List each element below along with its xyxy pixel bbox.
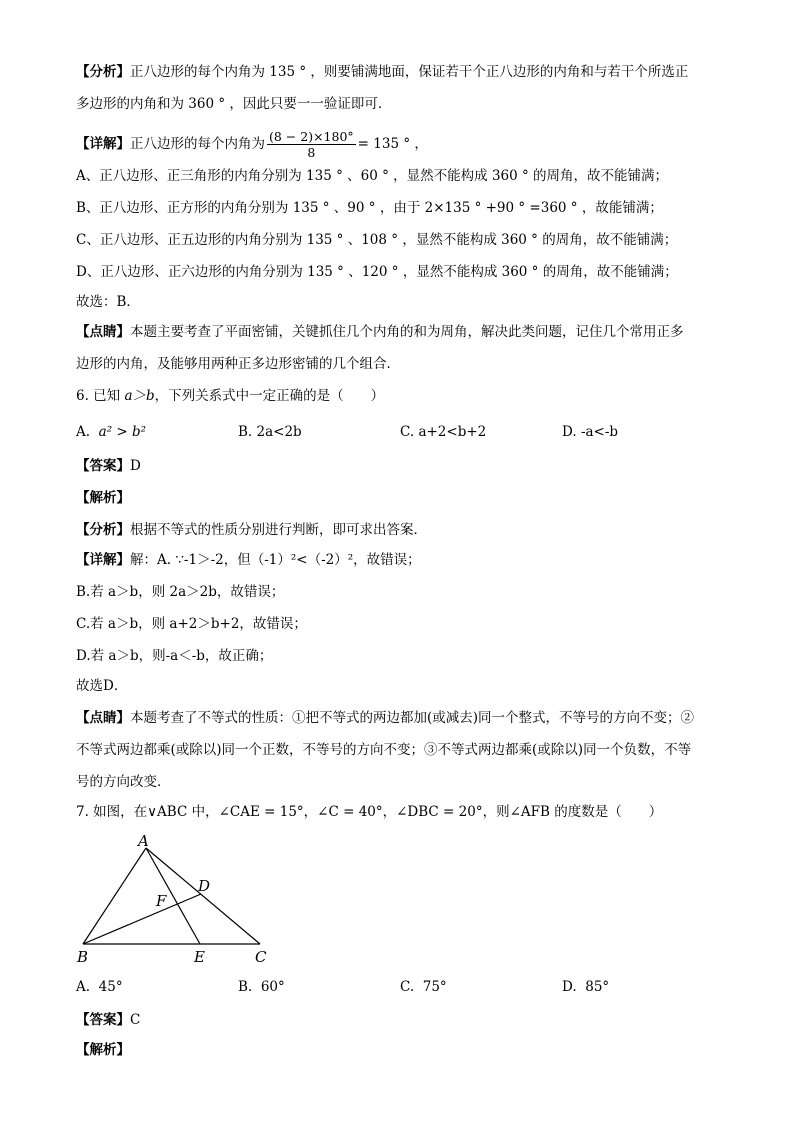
q6-line-c: C.若 a＞b，则 a+2＞b+2，故错误；: [76, 616, 307, 632]
q7-answer-value: C: [130, 1012, 141, 1028]
q6-option-b-text: 2a<2b: [256, 424, 302, 440]
q6-stem-part-2: ，下列关系式中一定正确的是（ ）: [154, 388, 385, 404]
q5-frac-den: 8: [307, 145, 316, 160]
q7-option-b-label: B.: [238, 979, 253, 995]
q6-answer-value: D: [130, 458, 141, 474]
q7-stem: 7. 如图，在∨ABC 中，∠CAE = 15°，∠C = 40°，∠DBC = 20°，则∠AFB 的度数是（ ）: [76, 804, 663, 820]
q5-frac-num: (8 − 2)×180°: [269, 129, 354, 144]
q6-detail-label: 【详解】: [76, 552, 130, 568]
q7-answer: [76, 1010, 140, 1030]
q6-stem-condition: a＞b: [124, 388, 155, 404]
q7-option-a: [76, 977, 123, 997]
q5-point-label: 【点睛】: [76, 324, 130, 340]
q6-point-line-2: 不等式两边都乘(或除以)同一个正数，不等号的方向不变；③不等式两边都乘(或除以)同一个负数，不等: [76, 742, 692, 758]
label-e: E: [194, 948, 205, 966]
q5-analysis-line-1: [76, 62, 688, 82]
q6-option-c: [400, 422, 486, 442]
q6-point-text: 本题考查了不等式的性质：①把不等式的两边都加(或减去)同一个整式，不等号的方向不变；②: [130, 710, 695, 726]
segment-bd: [83, 894, 201, 944]
q6-answer-label: 【答案】: [76, 458, 130, 474]
q5-line-c: C、正八边形、正五边形的内角分别为 135 ° 、108 ° ，显然不能构成 360 ° 的周角，故不能铺满；: [76, 232, 678, 248]
q7-option-b-text: 60°: [260, 979, 285, 995]
q6-line-d: D.若 a＞b，则-a＜-b，故正确；: [76, 648, 273, 664]
q5-fraction: [267, 129, 356, 160]
q6-stem-part-1: 6. 已知: [76, 388, 125, 404]
q6-analysis-line: [76, 520, 427, 540]
q6-option-c-text: a+2<b+2: [418, 424, 487, 440]
segment-ab: [83, 848, 146, 944]
q6-line-b: B.若 a＞b，则 2a＞2b，故错误；: [76, 584, 285, 600]
q5-point-text: 本题主要考查了平面密铺，关键抓住几个内角的和为周角，解决此类问题，记住几个常用正多: [130, 324, 684, 340]
q7-jiexi-label: 【解析】: [76, 1042, 130, 1058]
q7-option-d-label: D.: [562, 979, 577, 995]
q5-detail-line: [76, 128, 428, 160]
q5-line-d: D、正八边形、正六边形的内角分别为 135 ° 、120 ° ，显然不能构成 360 ° 的周角，故不能铺满；: [76, 264, 678, 280]
q6-point-line-3: 号的方向改变．: [76, 774, 171, 790]
q6-option-a: [76, 422, 146, 442]
q6-option-c-label: C.: [400, 424, 415, 440]
q5-analysis-label: 【分析】: [76, 64, 130, 80]
q5-detail-post: = 135 ° ，: [357, 136, 428, 152]
q7-triangle-figure: [74, 828, 284, 968]
q6-jiexi-label: 【解析】: [76, 490, 130, 506]
q6-choice: 故选D．: [76, 678, 128, 694]
label-c: C: [255, 948, 267, 966]
q6-answer: [76, 456, 141, 476]
q5-choice: 故选：B．: [76, 294, 140, 310]
label-a: A: [138, 832, 149, 850]
q5-detail-label: 【详解】: [76, 136, 130, 152]
q6-analysis-text: 根据不等式的性质分别进行判断，即可求出答案．: [130, 522, 427, 538]
q5-line-a: A、正八边形、正三角形的内角分别为 135 ° 、60 ° ，显然不能构成 360 ° 的周角，故不能铺满；: [76, 168, 669, 184]
q6-stem: [76, 386, 384, 406]
q7-option-a-text: 45°: [98, 979, 123, 995]
q7-option-c: [400, 977, 447, 997]
q6-option-d-label: D.: [562, 424, 577, 440]
label-d: D: [198, 877, 211, 895]
label-f: F: [156, 892, 167, 910]
q6-option-d: [562, 422, 618, 442]
q6-option-b: [238, 422, 302, 442]
q6-option-b-label: B.: [238, 424, 253, 440]
label-b: B: [77, 948, 89, 966]
segment-ae: [146, 848, 200, 944]
q5-line-b: B、正八边形、正方形的内角分别为 135 ° 、90 ° ，由于 2×135 ° +90 ° =360 ° ，故能铺满；: [76, 200, 663, 216]
q5-point-line-1: [76, 322, 684, 342]
q7-option-b: [238, 977, 285, 997]
q7-option-c-label: C.: [400, 979, 415, 995]
q5-analysis-line-2: 多边形的内角和为 360 ° ，因此只要一一验证即可．: [76, 96, 392, 112]
q5-detail-pre: 正八边形的每个内角为: [130, 136, 265, 152]
q6-analysis-label: 【分析】: [76, 522, 130, 538]
q6-point-label: 【点睛】: [76, 710, 130, 726]
q5-point-line-2: 边形的内角，及能够用两种正多边形密铺的几个组合．: [76, 356, 400, 372]
q7-option-a-label: A.: [76, 979, 91, 995]
q7-option-d-text: 85°: [585, 979, 610, 995]
q6-option-d-text: -a<-b: [580, 424, 619, 440]
q6-detail-text: 解：A. ∵-1＞-2，但（-1）²<（-2）²，故错误；: [130, 552, 421, 568]
q7-option-c-text: 75°: [422, 979, 447, 995]
q6-option-a-label: A.: [76, 424, 91, 440]
q6-option-a-text: a² > b²: [98, 424, 147, 440]
q7-answer-label: 【答案】: [76, 1012, 130, 1028]
q6-point-line-1: [76, 708, 694, 728]
q6-detail-line: [76, 550, 421, 570]
q7-option-d: [562, 977, 609, 997]
q5-analysis-text: 正八边形的每个内角为 135 ° ，则要铺满地面，保证若干个正八边形的内角和与若干个所选正: [130, 64, 689, 80]
